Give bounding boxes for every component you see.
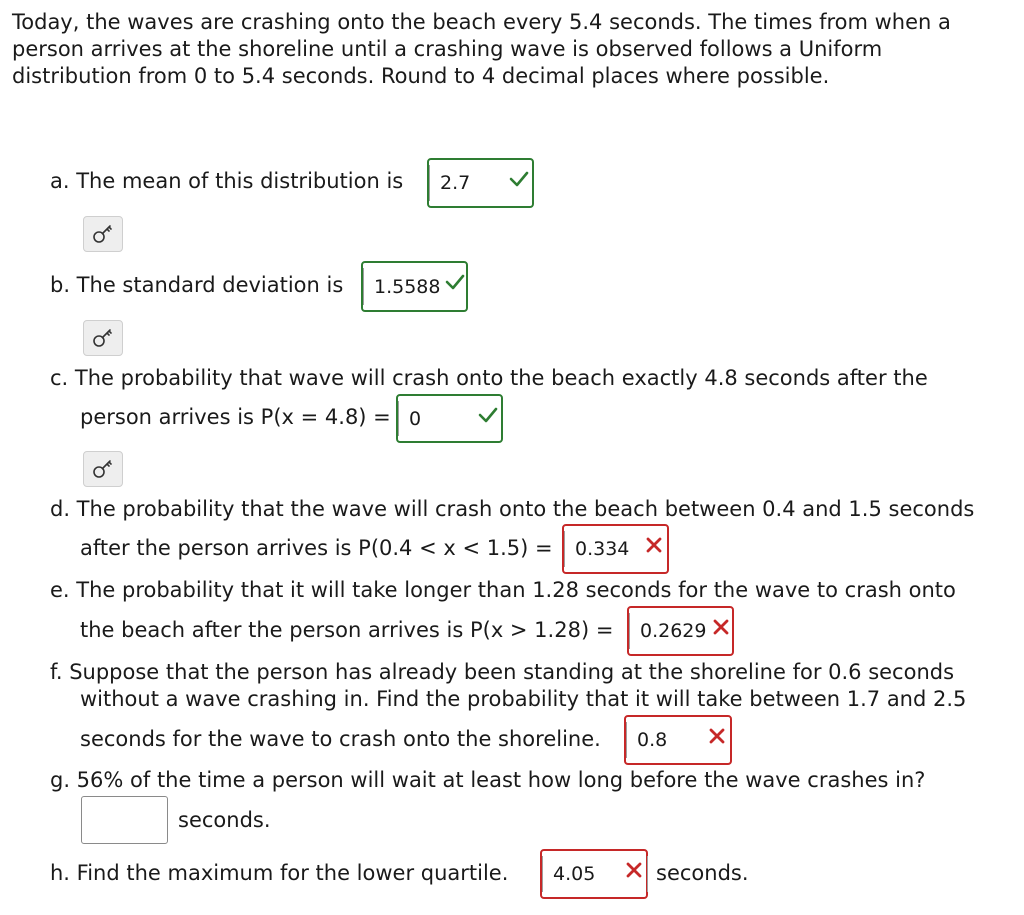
key-icon-button-a[interactable] [83,216,123,252]
part-d-text-line-2: after the person arrives is P(0.4 < x < 1.5) = [80,536,553,560]
part-b-text: b. The standard deviation is [50,273,344,297]
part-f-answer-value: 0.8 [626,722,730,758]
part-b-answer-box[interactable] [361,261,468,312]
check-icon [444,271,466,293]
key-icon [91,222,115,246]
part-f-text-line-2: without a wave crashing in. Find the probability that it will take between 1.7 and 2.5 [80,687,967,711]
part-d-answer-value: 0.334 [564,531,667,567]
part-e-answer-value: 0.2629 [629,613,732,649]
part-d-answer-box[interactable] [562,524,669,574]
part-h-answer-value: 4.05 [542,856,646,892]
part-f-text-line-1: f. Suppose that the person has already been standing at the shoreline for 0.6 seconds [50,660,955,684]
part-c-text-line-2: person arrives is P(x = 4.8) = [80,405,391,429]
cross-icon [706,725,728,747]
part-h-suffix: seconds. [656,861,749,885]
part-c-text-line-1: c. The probability that wave will crash onto the beach exactly 4.8 seconds after the [50,366,928,390]
part-g-text: g. 56% of the time a person will wait at least how long before the wave crashes in? [50,768,926,792]
part-a-answer-value: 2.7 [429,165,532,201]
part-h-text: h. Find the maximum for the lower quartile. [50,861,509,885]
part-e-text-line-1: e. The probability that it will take longer than 1.28 seconds for the wave to crash onto [50,578,956,602]
cross-icon [623,859,645,881]
part-g-answer-input[interactable] [81,796,168,844]
key-icon [91,326,115,350]
part-h-answer-box[interactable] [540,849,648,899]
key-icon-button-b[interactable] [83,320,123,356]
part-e-text-line-2: the beach after the person arrives is P(x > 1.28) = [80,618,614,642]
part-h-divider [647,856,648,892]
problem-statement [12,9,1012,90]
part-c-answer-value: 0 [398,401,501,436]
intro-line-2: person arrives at the shoreline until a crashing wave is observed follows a Uniform [12,37,883,61]
key-icon-button-c[interactable] [83,451,123,487]
part-c-answer-box[interactable] [396,394,503,443]
intro-line-1: Today, the waves are crashing onto the beach every 5.4 seconds. The times from when a [12,10,951,34]
cross-icon [643,534,665,556]
part-d-text-line-1: d. The probability that the wave will crash onto the beach between 0.4 and 1.5 seconds [50,497,975,521]
check-icon [508,168,530,190]
part-g-suffix: seconds. [178,808,271,832]
cross-icon [710,616,732,638]
key-icon [91,457,115,481]
part-g-answer-value [82,802,167,838]
check-icon [477,404,499,426]
part-b-answer-value: 1.5588 [363,268,466,305]
part-a-text: a. The mean of this distribution is [50,169,404,193]
part-f-answer-box[interactable] [624,715,732,765]
part-f-text-line-3: seconds for the wave to crash onto the shoreline. [80,727,601,751]
intro-line-3: distribution from 0 to 5.4 seconds. Round to 4 decimal places where possible. [12,64,830,88]
part-a-answer-box[interactable] [427,158,534,208]
part-e-answer-box[interactable] [627,606,734,656]
